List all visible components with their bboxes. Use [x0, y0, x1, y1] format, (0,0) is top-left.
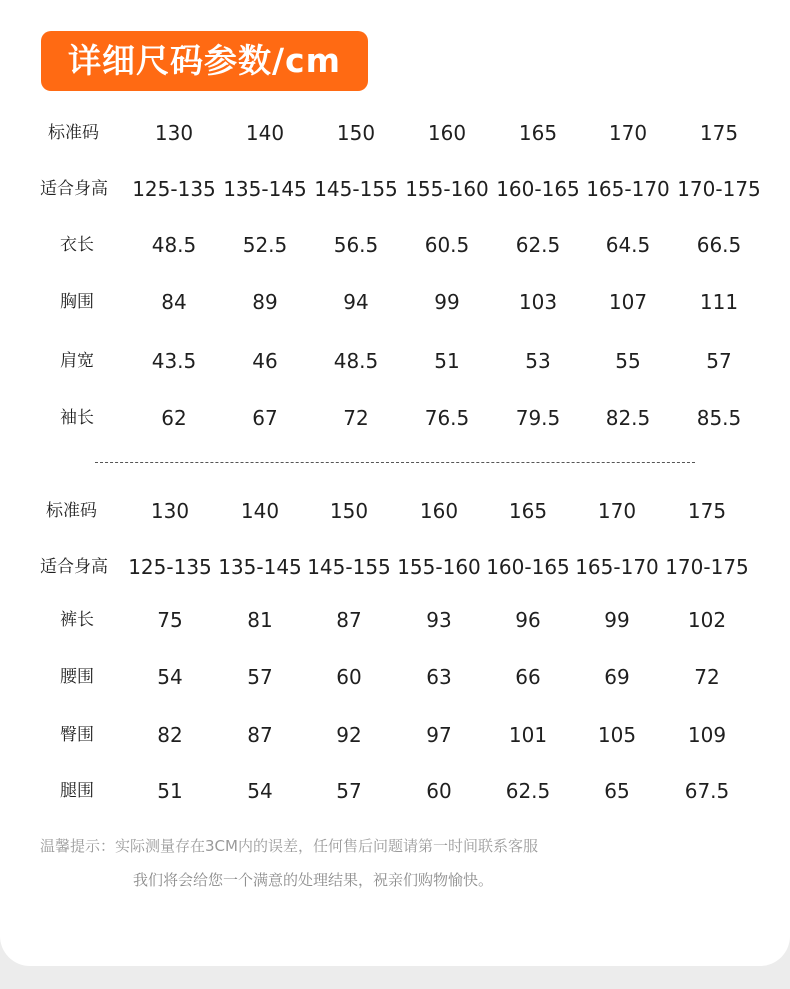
table-row [0, 225, 790, 265]
table-cell: 165-170 [586, 177, 670, 201]
table-cell: 75 [157, 608, 183, 632]
table-cell: 81 [247, 608, 273, 632]
row-label: 裤长 [60, 610, 94, 630]
table-cell: 84 [161, 290, 187, 314]
table-cell: 165 [518, 121, 558, 145]
table-cell: 55 [615, 349, 641, 373]
table-cell: 130 [150, 499, 190, 523]
table-cell: 140 [240, 499, 280, 523]
table-cell: 48.5 [151, 233, 197, 257]
table-cell: 96 [515, 608, 541, 632]
table-cell: 60 [336, 665, 362, 689]
table-cell: 82 [157, 723, 183, 747]
table-cell: 150 [336, 121, 376, 145]
table-row [0, 547, 790, 587]
table-cell: 125-135 [128, 555, 212, 579]
table-cell: 165 [508, 499, 548, 523]
table-cell: 170 [597, 499, 637, 523]
table-cell: 160-165 [486, 555, 570, 579]
table-cell: 160 [427, 121, 467, 145]
row-label: 腿围 [60, 781, 94, 801]
table-cell: 69 [604, 665, 630, 689]
table-cell: 85.5 [696, 406, 742, 430]
table-cell: 109 [687, 723, 727, 747]
row-label: 适合身高 [40, 179, 108, 199]
table-cell: 62.5 [515, 233, 561, 257]
table-cell: 67.5 [684, 779, 730, 803]
table-cell: 48.5 [333, 349, 379, 373]
table-row [0, 491, 790, 531]
table-cell: 53 [525, 349, 551, 373]
table-cell: 54 [157, 665, 183, 689]
table-cell: 52.5 [242, 233, 288, 257]
table-cell: 99 [434, 290, 460, 314]
table-cell: 175 [687, 499, 727, 523]
table-cell: 65 [604, 779, 630, 803]
table-cell: 155-160 [405, 177, 489, 201]
row-label: 适合身高 [40, 557, 108, 577]
table-cell: 175 [699, 121, 739, 145]
table-cell: 107 [608, 290, 648, 314]
row-label: 袖长 [60, 408, 94, 428]
table-row [0, 398, 790, 438]
table-cell: 145-155 [307, 555, 391, 579]
table-cell: 135-145 [218, 555, 302, 579]
table-row [0, 715, 790, 755]
table-cell: 66 [515, 665, 541, 689]
table-cell: 57 [336, 779, 362, 803]
row-label: 肩宽 [60, 351, 94, 371]
table-cell: 82.5 [605, 406, 651, 430]
table-cell: 57 [247, 665, 273, 689]
table-cell: 87 [247, 723, 273, 747]
table-cell: 56.5 [333, 233, 379, 257]
table-cell: 97 [426, 723, 452, 747]
tip-line-1: 温馨提示：实际测量存在3CM内的误差，任何售后问题请第一时间联系客服 [40, 837, 538, 855]
table-cell: 60 [426, 779, 452, 803]
row-label: 胸围 [60, 292, 94, 312]
table-row [0, 341, 790, 381]
row-label: 标准码 [46, 501, 97, 521]
table-cell: 150 [329, 499, 369, 523]
table-cell: 62.5 [505, 779, 551, 803]
table-row [0, 771, 790, 811]
table-row [0, 113, 790, 153]
table-cell: 89 [252, 290, 278, 314]
table-cell: 66.5 [696, 233, 742, 257]
table-cell: 57 [706, 349, 732, 373]
table-cell: 160-165 [496, 177, 580, 201]
table-cell: 170-175 [665, 555, 749, 579]
row-label: 臀围 [60, 725, 94, 745]
table-cell: 72 [343, 406, 369, 430]
table-cell: 101 [508, 723, 548, 747]
table-cell: 170 [608, 121, 648, 145]
table-cell: 87 [336, 608, 362, 632]
table-cell: 63 [426, 665, 452, 689]
table-cell: 51 [157, 779, 183, 803]
row-label: 腰围 [60, 667, 94, 687]
table-cell: 76.5 [424, 406, 470, 430]
tip-line-2: 我们将会给您一个满意的处理结果，祝亲们购物愉快。 [133, 871, 494, 889]
page-title: 详细尺码参数/cm [41, 31, 368, 91]
table-cell: 125-135 [132, 177, 216, 201]
table-cell: 170-175 [677, 177, 761, 201]
table-cell: 130 [154, 121, 194, 145]
table-cell: 67 [252, 406, 278, 430]
table-row [0, 657, 790, 697]
table-cell: 62 [161, 406, 187, 430]
table-cell: 165-170 [575, 555, 659, 579]
table-cell: 54 [247, 779, 273, 803]
table-cell: 135-145 [223, 177, 307, 201]
table-cell: 99 [604, 608, 630, 632]
table-cell: 94 [343, 290, 369, 314]
table-cell: 105 [597, 723, 637, 747]
table-cell: 155-160 [397, 555, 481, 579]
table-row [0, 169, 790, 209]
table-cell: 72 [694, 665, 720, 689]
table-cell: 111 [699, 290, 739, 314]
dashed-divider [95, 462, 695, 463]
table-cell: 102 [687, 608, 727, 632]
table-cell: 79.5 [515, 406, 561, 430]
table-cell: 160 [419, 499, 459, 523]
table-cell: 145-155 [314, 177, 398, 201]
table-cell: 46 [252, 349, 278, 373]
row-label: 标准码 [48, 123, 99, 143]
table-cell: 140 [245, 121, 285, 145]
table-cell: 43.5 [151, 349, 197, 373]
table-cell: 60.5 [424, 233, 470, 257]
table-row [0, 282, 790, 322]
row-label: 衣长 [60, 235, 94, 255]
table-cell: 51 [434, 349, 460, 373]
table-cell: 103 [518, 290, 558, 314]
table-row [0, 600, 790, 640]
table-cell: 64.5 [605, 233, 651, 257]
table-cell: 92 [336, 723, 362, 747]
table-cell: 93 [426, 608, 452, 632]
